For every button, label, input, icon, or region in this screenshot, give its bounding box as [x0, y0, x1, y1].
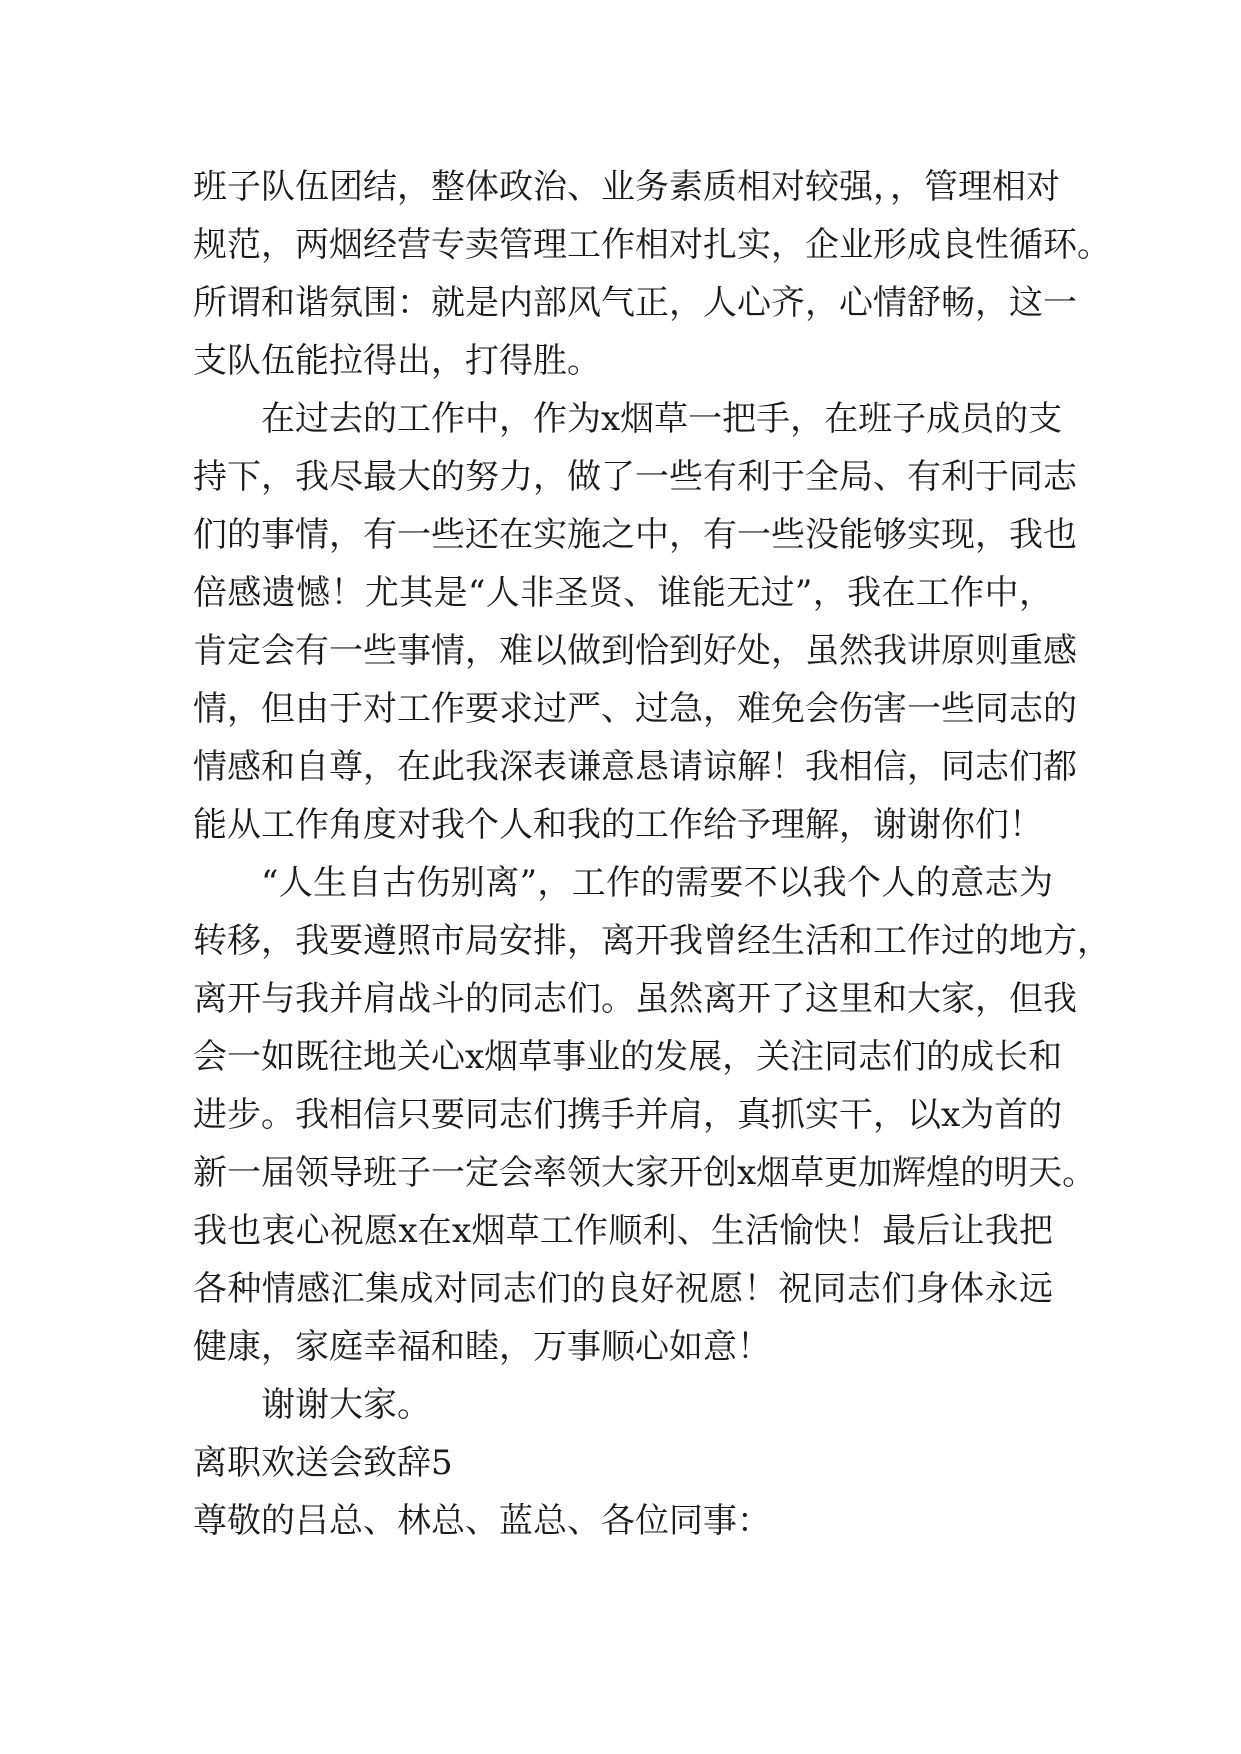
text-line: 转移，我要遵照市局安排，离开我曾经生活和工作过的地方， [193, 921, 1111, 961]
text-line: 情感和自尊，在此我深表谦意恳请谅解！我相信，同志们都 [193, 747, 1077, 787]
text-line: 规范，两烟经营专卖管理工作相对扎实，企业形成良性循环。 [193, 225, 1111, 265]
text-line: 新一届领导班子一定会率领大家开创x烟草更加辉煌的明天。 [193, 1153, 1097, 1193]
text-line: 所谓和谐氛围：就是内部风气正，人心齐，心情舒畅，这一 [193, 283, 1077, 323]
section-heading: 离职欢送会致辞5 [193, 1443, 453, 1483]
text-line: 谢谢大家。 [261, 1385, 431, 1425]
text-line: 情，但由于对工作要求过严、过急，难免会伤害一些同志的 [193, 689, 1077, 729]
text-line: 倍感遗憾！尤其是“人非圣贤、谁能无过”，我在工作中， [193, 573, 1053, 613]
body-text [193, 158, 1111, 1550]
text-line: 肯定会有一些事情，难以做到恰到好处，虽然我讲原则重感 [193, 631, 1077, 671]
text-line: 离开与我并肩战斗的同志们。虽然离开了这里和大家，但我 [193, 979, 1077, 1019]
text-line: 能从工作角度对我个人和我的工作给予理解，谢谢你们！ [193, 805, 1043, 845]
text-line: 支队伍能拉得出，打得胜。 [193, 341, 601, 381]
text-line: 各种情感汇集成对同志们的良好祝愿！祝同志们身体永远 [193, 1269, 1053, 1309]
text-line: “人生自古伤别离”，工作的需要不以我个人的意志为 [261, 863, 1053, 903]
text-line: 健康，家庭幸福和睦，万事顺心如意！ [193, 1327, 771, 1367]
text-line: 在过去的工作中，作为x烟草一把手，在班子成员的支 [261, 399, 1063, 439]
text-line: 我也衷心祝愿x在x烟草工作顺利、生活愉快！最后让我把 [193, 1211, 1053, 1251]
text-line: 进步。我相信只要同志们携手并肩，真抓实干，以x为首的 [193, 1095, 1063, 1135]
salutation: 尊敬的吕总、林总、蓝总、各位同事： [193, 1501, 771, 1541]
text-line: 持下，我尽最大的努力，做了一些有利于全局、有利于同志 [193, 457, 1077, 497]
text-line: 会一如既往地关心x烟草事业的发展，关注同志们的成长和 [193, 1037, 1063, 1077]
text-line: 班子队伍团结，整体政治、业务素质相对较强，，管理相对 [193, 167, 1060, 207]
text-line: 们的事情，有一些还在实施之中，有一些没能够实现，我也 [193, 515, 1077, 555]
